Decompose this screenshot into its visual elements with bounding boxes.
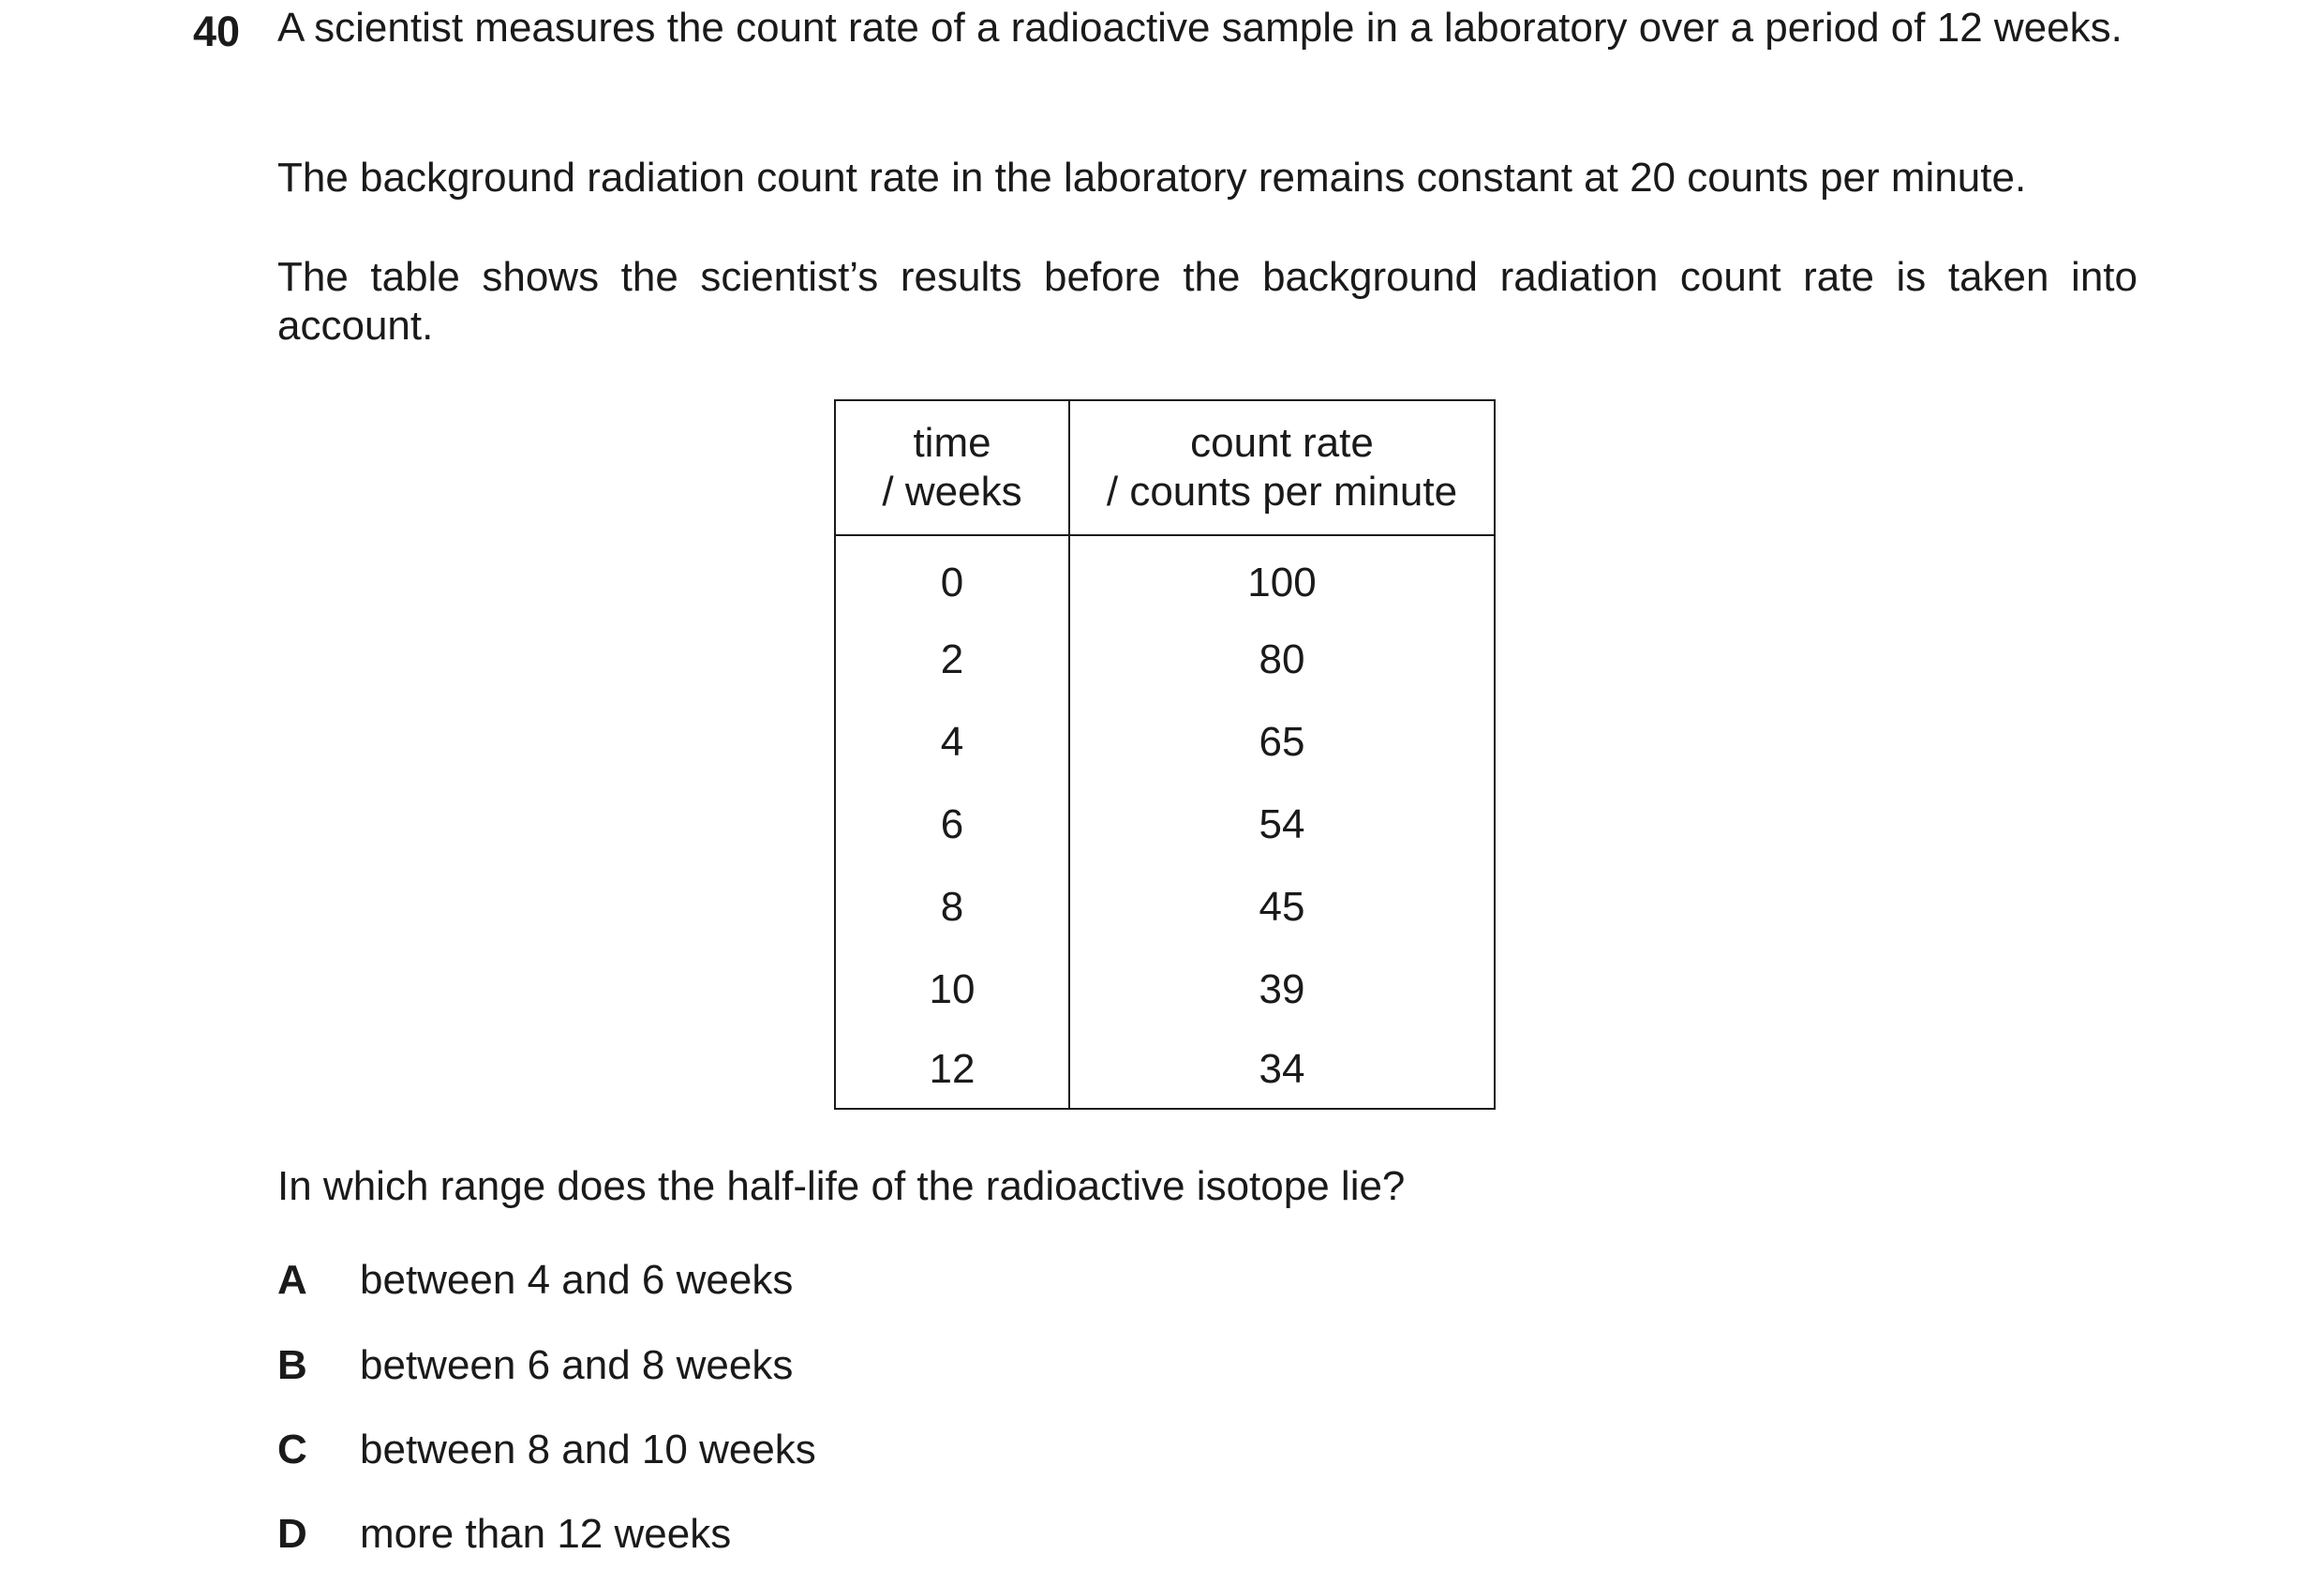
question-prompt: In which range does the half-life of the radioactive isotope lie? xyxy=(277,1163,1406,1209)
option-a[interactable] xyxy=(277,1256,793,1305)
time-header-label: time xyxy=(913,420,991,466)
count-rate-column-header xyxy=(1069,400,1495,535)
count-rate-cell: 54 xyxy=(1069,784,1495,866)
time-cell: 4 xyxy=(835,701,1069,784)
count-rate-cell: 65 xyxy=(1069,701,1495,784)
time-cell: 12 xyxy=(835,1031,1069,1109)
table-row xyxy=(835,619,1495,701)
option-letter: A xyxy=(277,1257,307,1303)
option-text: more than 12 weeks xyxy=(360,1511,732,1557)
option-letter: B xyxy=(277,1342,307,1388)
count-rate-cell: 39 xyxy=(1069,949,1495,1031)
table-row xyxy=(835,535,1495,619)
table-row xyxy=(835,1031,1495,1109)
option-b[interactable] xyxy=(277,1341,793,1390)
table-row xyxy=(835,949,1495,1031)
option-text: between 4 and 6 weeks xyxy=(360,1257,794,1303)
option-text: between 6 and 8 weeks xyxy=(360,1342,794,1388)
count-rate-header-unit: / counts per minute xyxy=(1106,469,1458,515)
time-column-header xyxy=(835,400,1069,535)
intro-paragraph: A scientist measures the count rate of a radioactive sample in a laboratory over a period of 12 weeks. xyxy=(277,5,2123,51)
table-row xyxy=(835,784,1495,866)
option-text: between 8 and 10 weeks xyxy=(360,1427,816,1472)
time-cell: 2 xyxy=(835,619,1069,701)
count-rate-cell: 100 xyxy=(1069,535,1495,619)
count-rate-cell: 34 xyxy=(1069,1031,1495,1109)
question-number: 40 xyxy=(193,7,241,55)
results-table xyxy=(834,399,1496,1110)
count-rate-cell: 80 xyxy=(1069,619,1495,701)
table-row xyxy=(835,701,1495,784)
table-header-row xyxy=(835,400,1495,535)
count-rate-cell: 45 xyxy=(1069,866,1495,949)
background-paragraph: The background radiation count rate in the laboratory remains constant at 20 counts per minute. xyxy=(277,155,2027,201)
time-cell: 0 xyxy=(835,535,1069,619)
count-rate-header-label: count rate xyxy=(1190,420,1374,466)
option-letter: C xyxy=(277,1427,307,1472)
time-header-unit: / weeks xyxy=(882,469,1022,515)
time-cell: 8 xyxy=(835,866,1069,949)
time-cell: 10 xyxy=(835,949,1069,1031)
option-c[interactable] xyxy=(277,1426,816,1474)
option-d[interactable] xyxy=(277,1510,731,1559)
table-row xyxy=(835,866,1495,949)
time-cell: 6 xyxy=(835,784,1069,866)
option-letter: D xyxy=(277,1511,307,1557)
table-description-paragraph: The table shows the scientist’s results before the background radiation count rate is taken into account. xyxy=(277,254,2138,349)
